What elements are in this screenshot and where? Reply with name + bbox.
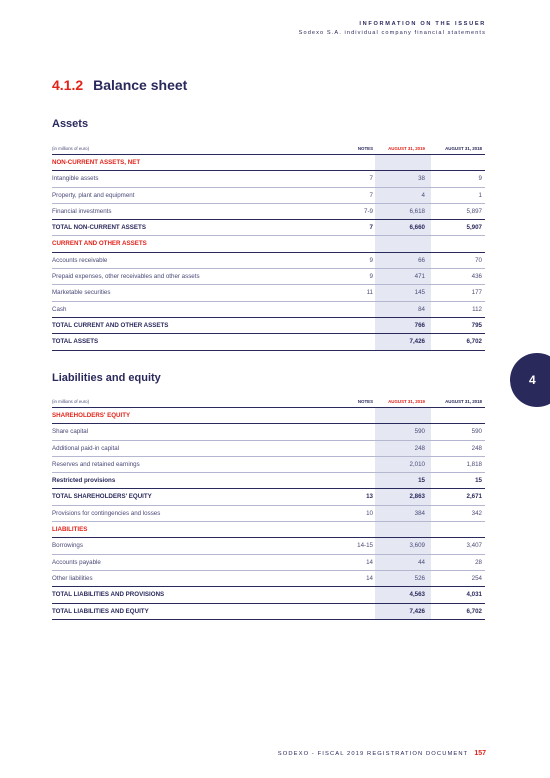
table-header [52,142,485,155]
table-row [52,457,485,473]
row-value-2019: 590 [414,428,425,436]
row-value-2018: 28 [475,558,482,566]
row-value-2018: 248 [471,444,482,452]
row-label: Prepaid expenses, other receivables and other assets [52,273,200,281]
chapter-number: 4 [529,373,536,387]
row-value-2019: 15 [418,477,425,485]
row-value-2018: 1 [478,191,482,199]
table-row [52,571,485,587]
row-value-2019: 384 [414,509,425,517]
row-value-2019: 471 [414,273,425,281]
row-value-2018: 112 [472,305,482,313]
row-value-2019: 3,609 [409,542,425,550]
row-value-2019: 4,563 [409,591,425,599]
section-title-text: Balance sheet [93,77,188,93]
row-value-2019: 145 [414,289,425,297]
row-value-2019: 84 [418,305,425,313]
row-value-2019: 38 [418,175,425,183]
row-value-2018: 436 [471,273,482,281]
row-value-2018: 70 [475,256,482,264]
row-label: TOTAL CURRENT AND OTHER ASSETS [52,321,169,329]
row-label: Share capital [52,428,89,436]
row-label: TOTAL LIABILITIES AND PROVISIONS [52,591,165,599]
row-value-2018: 4,031 [466,591,482,599]
assets-table [52,142,485,351]
row-value-2018: 3,407 [466,542,482,550]
row-value-2018: 254 [471,574,482,582]
table-row [52,538,485,554]
row-label: Accounts payable [52,558,101,566]
footer-text: SODEXO - FISCAL 2019 REGISTRATION DOCUMENT [277,751,469,757]
table-row [52,155,485,171]
row-label: Property, plant and equipment [52,191,135,199]
table-row [52,522,485,538]
table-row [52,473,485,489]
notes-header: NOTES [357,146,373,151]
section-number: 4.1.2 [52,77,84,93]
table-row [52,253,485,269]
row-value-2019: 66 [418,256,425,264]
row-label: Financial investments [52,207,112,215]
row-label: Cash [52,305,67,313]
row-label: TOTAL LIABILITIES AND EQUITY [52,607,149,615]
table-row [52,204,485,220]
table-row [52,285,485,301]
row-label: CURRENT AND OTHER ASSETS [52,240,147,248]
row-notes: 11 [366,289,373,297]
total-row [52,587,485,603]
page-number: 157 [474,750,486,757]
row-value-2019: 7,426 [409,338,425,346]
row-value-2018: 5,907 [466,224,482,232]
liabilities-title: Liabilities and equity [52,372,161,384]
row-label: TOTAL ASSETS [52,338,99,346]
row-value-2018: 342 [471,509,482,517]
assets-title: Assets [52,118,89,130]
row-notes: 7 [369,224,373,232]
section-title [52,77,187,93]
table-row [52,269,485,285]
row-value-2018: 1,818 [466,460,482,468]
row-value-2019: 4 [421,191,425,199]
row-value-2019: 2,010 [409,460,425,468]
row-label: Restricted provisions [52,477,116,485]
row-label: Provisions for contingencies and losses [52,509,161,517]
row-notes: 14 [366,558,373,566]
row-value-2018: 15 [475,477,482,485]
table-row [52,171,485,187]
row-value-2018: 2,671 [466,493,482,501]
col-2019-header: AUGUST 31, 2019 [388,146,425,151]
row-value-2018: 6,702 [466,607,482,615]
col-2019-header: AUGUST 31, 2019 [388,399,425,404]
row-label: Accounts receivable [52,256,108,264]
row-notes: 13 [366,493,373,501]
row-notes: 14 [366,574,373,582]
row-value-2018: 590 [471,428,482,436]
row-value-2018: 5,897 [466,207,482,215]
row-label: Borrowings [52,542,83,550]
row-value-2019: 526 [414,574,425,582]
row-value-2019: 766 [414,321,425,329]
row-notes: 10 [366,509,373,517]
unit-label: (in millions of euro) [52,399,90,404]
header-chapter: INFORMATION ON THE ISSUER [359,21,486,27]
total-row [52,220,485,236]
row-value-2019: 6,618 [409,207,425,215]
chapter-tab [510,353,550,407]
row-notes: 14-15 [357,542,373,550]
table-row [52,302,485,318]
col-2018-header: AUGUST 31, 2018 [445,399,482,404]
row-value-2019: 44 [418,558,425,566]
table-row [52,441,485,457]
row-value-2018: 795 [471,321,482,329]
col-2018-header: AUGUST 31, 2018 [445,146,482,151]
row-value-2019: 2,863 [409,493,425,501]
table-row [52,555,485,571]
row-notes: 7 [369,175,373,183]
table-row [52,408,485,424]
table-header [52,395,485,408]
row-label: TOTAL NON-CURRENT ASSETS [52,224,146,232]
row-label: TOTAL SHAREHOLDERS' EQUITY [52,493,152,501]
grand-total-row [52,604,485,620]
row-label: Marketable securities [52,289,111,297]
row-label: LIABILITIES [52,526,88,534]
row-value-2019: 248 [414,444,425,452]
row-value-2018: 6,702 [466,338,482,346]
running-header [299,21,486,36]
row-label: SHAREHOLDERS' EQUITY [52,412,131,419]
row-label: Intangible assets [52,175,99,183]
unit-label: (in millions of euro) [52,146,90,151]
row-label: Additional paid-in capital [52,444,120,452]
row-label: Reserves and retained earnings [52,460,140,468]
grand-total-row [52,334,485,350]
total-row [52,489,485,505]
row-notes: 7 [369,191,373,199]
row-notes: 9 [369,273,373,281]
table-row [52,236,485,252]
row-value-2018: 177 [471,289,482,297]
row-notes: 9 [369,256,373,264]
row-label: NON-CURRENT ASSETS, NET [52,159,141,166]
table-row [52,424,485,440]
total-row [52,318,485,334]
row-value-2019: 6,660 [409,224,425,232]
row-label: Other liabilities [52,574,93,582]
row-value-2019: 7,426 [409,607,425,615]
table-row [52,506,485,522]
header-subtitle: Sodexo S.A. individual company financial statements [298,30,486,36]
row-value-2018: 9 [478,175,482,183]
table-row [52,188,485,204]
page-footer [278,750,486,757]
liabilities-table [52,395,485,620]
row-notes: 7-9 [364,207,373,215]
notes-header: NOTES [357,399,373,404]
